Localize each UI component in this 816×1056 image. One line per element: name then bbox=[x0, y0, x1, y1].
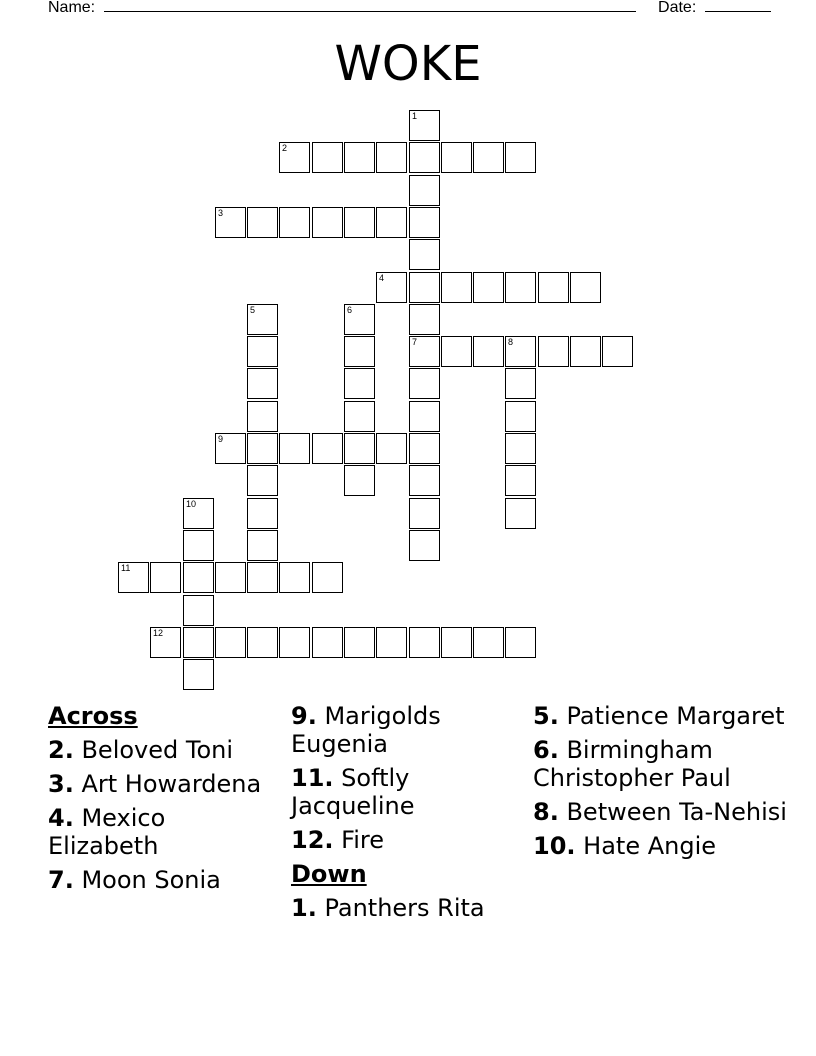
grid-cell[interactable] bbox=[312, 207, 343, 238]
clue-number: 11 bbox=[121, 563, 131, 573]
clue-item bbox=[48, 804, 278, 860]
clue-item-number: 12. bbox=[291, 826, 334, 854]
grid-cell[interactable] bbox=[312, 433, 343, 464]
clue-item-text: Softly Jacqueline bbox=[291, 764, 415, 820]
grid-cell[interactable] bbox=[247, 627, 278, 658]
clue-item-text: Marigolds Eugenia bbox=[291, 702, 441, 758]
grid-cell[interactable] bbox=[344, 433, 375, 464]
clue-number: 10 bbox=[186, 499, 197, 509]
grid-cell[interactable] bbox=[441, 272, 472, 303]
clue-number: 6 bbox=[347, 305, 353, 315]
grid-cell[interactable] bbox=[247, 368, 278, 399]
grid-cell[interactable] bbox=[409, 175, 440, 206]
grid-cell[interactable] bbox=[247, 465, 278, 496]
clue-number: 3 bbox=[218, 208, 224, 218]
grid-cell[interactable] bbox=[312, 562, 343, 593]
clue-item bbox=[291, 894, 521, 922]
grid-cell[interactable] bbox=[344, 142, 375, 173]
grid-cell[interactable] bbox=[505, 336, 536, 367]
clue-number: 12 bbox=[153, 628, 164, 638]
clue-item-number: 7. bbox=[48, 866, 74, 894]
grid-cell[interactable] bbox=[376, 627, 407, 658]
clue-item-text: Fire bbox=[341, 826, 384, 854]
grid-cell[interactable] bbox=[183, 595, 214, 626]
grid-cell[interactable] bbox=[570, 336, 601, 367]
grid-cell[interactable] bbox=[409, 142, 440, 173]
grid-cell[interactable] bbox=[279, 433, 310, 464]
grid-cell[interactable] bbox=[344, 336, 375, 367]
grid-cell[interactable] bbox=[247, 304, 278, 335]
grid-cell[interactable] bbox=[441, 336, 472, 367]
grid-cell[interactable] bbox=[376, 433, 407, 464]
name-label: Name: bbox=[48, 0, 96, 16]
grid-cell[interactable] bbox=[473, 627, 504, 658]
grid-cell[interactable] bbox=[409, 498, 440, 529]
grid-cell[interactable] bbox=[247, 498, 278, 529]
grid-cell[interactable] bbox=[279, 627, 310, 658]
grid-cell[interactable] bbox=[441, 142, 472, 173]
grid-cell[interactable] bbox=[409, 530, 440, 561]
grid-cell[interactable] bbox=[441, 627, 472, 658]
grid-cell[interactable] bbox=[409, 433, 440, 464]
clue-section-heading: Down bbox=[291, 860, 367, 888]
grid-cell[interactable] bbox=[344, 627, 375, 658]
clue-item bbox=[291, 702, 521, 758]
clue-item-text: Between Ta-Nehisi bbox=[566, 798, 787, 826]
clue-item bbox=[533, 736, 793, 792]
grid-cell[interactable] bbox=[183, 659, 214, 690]
clue-item bbox=[291, 826, 521, 854]
clue-item-text: Birmingham Christopher Paul bbox=[533, 736, 731, 792]
clue-item bbox=[48, 866, 278, 894]
grid-cell[interactable] bbox=[505, 433, 536, 464]
grid-cell[interactable] bbox=[344, 304, 375, 335]
grid-cell[interactable] bbox=[312, 142, 343, 173]
grid-cell[interactable] bbox=[409, 465, 440, 496]
grid-cell[interactable] bbox=[279, 207, 310, 238]
clue-item-number: 9. bbox=[291, 702, 317, 730]
clue-column-3 bbox=[533, 702, 793, 866]
grid-cell[interactable] bbox=[538, 336, 569, 367]
grid-cell[interactable] bbox=[247, 562, 278, 593]
grid-cell[interactable] bbox=[247, 207, 278, 238]
clue-item-text: Mexico Elizabeth bbox=[48, 804, 166, 860]
grid-cell[interactable] bbox=[473, 272, 504, 303]
clue-item-text: Art Howardena bbox=[81, 770, 262, 798]
grid-cell[interactable] bbox=[215, 562, 246, 593]
grid-cell[interactable] bbox=[183, 530, 214, 561]
clue-item-text: Panthers Rita bbox=[324, 894, 485, 922]
grid-cell[interactable] bbox=[215, 433, 246, 464]
grid-cell[interactable] bbox=[409, 272, 440, 303]
clue-number: 9 bbox=[218, 434, 224, 444]
clue-item bbox=[48, 770, 278, 798]
grid-cell[interactable] bbox=[376, 272, 407, 303]
grid-cell[interactable] bbox=[376, 207, 407, 238]
clue-item-text: Moon Sonia bbox=[81, 866, 221, 894]
grid-cell[interactable] bbox=[150, 562, 181, 593]
puzzle-title: WOKE bbox=[334, 36, 482, 92]
clue-item-number: 2. bbox=[48, 736, 74, 764]
clue-item-number: 5. bbox=[533, 702, 559, 730]
clue-number: 1 bbox=[412, 111, 418, 121]
clue-item-number: 10. bbox=[533, 832, 576, 860]
grid-cell[interactable] bbox=[505, 401, 536, 432]
grid-cell[interactable] bbox=[409, 368, 440, 399]
clue-item-number: 3. bbox=[48, 770, 74, 798]
grid-cell[interactable] bbox=[183, 562, 214, 593]
grid-cell[interactable] bbox=[409, 627, 440, 658]
clue-item bbox=[533, 832, 793, 860]
grid-cell[interactable] bbox=[473, 142, 504, 173]
grid-cell[interactable] bbox=[409, 336, 440, 367]
clue-item bbox=[533, 798, 793, 826]
grid-cell[interactable] bbox=[505, 498, 536, 529]
grid-cell[interactable] bbox=[505, 627, 536, 658]
clue-item-number: 11. bbox=[291, 764, 334, 792]
clue-item-text: Beloved Toni bbox=[81, 736, 234, 764]
clue-item-number: 4. bbox=[48, 804, 74, 832]
grid-cell[interactable] bbox=[279, 142, 310, 173]
clue-item-text: Hate Angie bbox=[583, 832, 717, 860]
grid-cell[interactable] bbox=[344, 401, 375, 432]
grid-cell[interactable] bbox=[247, 433, 278, 464]
clue-number: 4 bbox=[379, 273, 385, 283]
grid-cell[interactable] bbox=[538, 272, 569, 303]
grid-cell[interactable] bbox=[247, 401, 278, 432]
clue-column-1 bbox=[48, 702, 278, 900]
clue-column-2 bbox=[291, 702, 521, 928]
grid-cell[interactable] bbox=[505, 368, 536, 399]
clue-item bbox=[48, 736, 278, 764]
clue-item-number: 1. bbox=[291, 894, 317, 922]
date-label: Date: bbox=[658, 0, 697, 16]
clue-number: 5 bbox=[250, 305, 256, 315]
grid-cell[interactable] bbox=[409, 304, 440, 335]
grid-cell[interactable] bbox=[409, 110, 440, 141]
grid-cell[interactable] bbox=[279, 562, 310, 593]
grid-cell[interactable] bbox=[150, 627, 181, 658]
grid-cell[interactable] bbox=[505, 142, 536, 173]
grid-cell[interactable] bbox=[409, 239, 440, 270]
grid-cell[interactable] bbox=[118, 562, 149, 593]
grid-cell[interactable] bbox=[409, 401, 440, 432]
grid-cell[interactable] bbox=[215, 627, 246, 658]
clue-item-number: 8. bbox=[533, 798, 559, 826]
clue-item-text: Patience Margaret bbox=[566, 702, 785, 730]
grid-cell[interactable] bbox=[344, 465, 375, 496]
grid-cell[interactable] bbox=[473, 336, 504, 367]
grid-cell[interactable] bbox=[183, 627, 214, 658]
grid-cell[interactable] bbox=[376, 142, 407, 173]
grid-cell[interactable] bbox=[183, 498, 214, 529]
clue-number: 2 bbox=[282, 143, 288, 153]
clue-number: 8 bbox=[508, 337, 514, 347]
clue-item bbox=[291, 764, 521, 820]
grid-cell[interactable] bbox=[247, 336, 278, 367]
clue-item bbox=[533, 702, 793, 730]
grid-cell[interactable] bbox=[505, 465, 536, 496]
grid-cell[interactable] bbox=[602, 336, 633, 367]
grid-cell[interactable] bbox=[215, 207, 246, 238]
grid-cell[interactable] bbox=[247, 530, 278, 561]
grid-cell[interactable] bbox=[409, 207, 440, 238]
clue-section-heading: Across bbox=[48, 702, 138, 730]
clue-number: 7 bbox=[412, 337, 418, 347]
grid-cell[interactable] bbox=[344, 368, 375, 399]
grid-cell[interactable] bbox=[505, 272, 536, 303]
grid-cell[interactable] bbox=[344, 207, 375, 238]
clue-item-number: 6. bbox=[533, 736, 559, 764]
grid-cell[interactable] bbox=[570, 272, 601, 303]
grid-cell[interactable] bbox=[312, 627, 343, 658]
